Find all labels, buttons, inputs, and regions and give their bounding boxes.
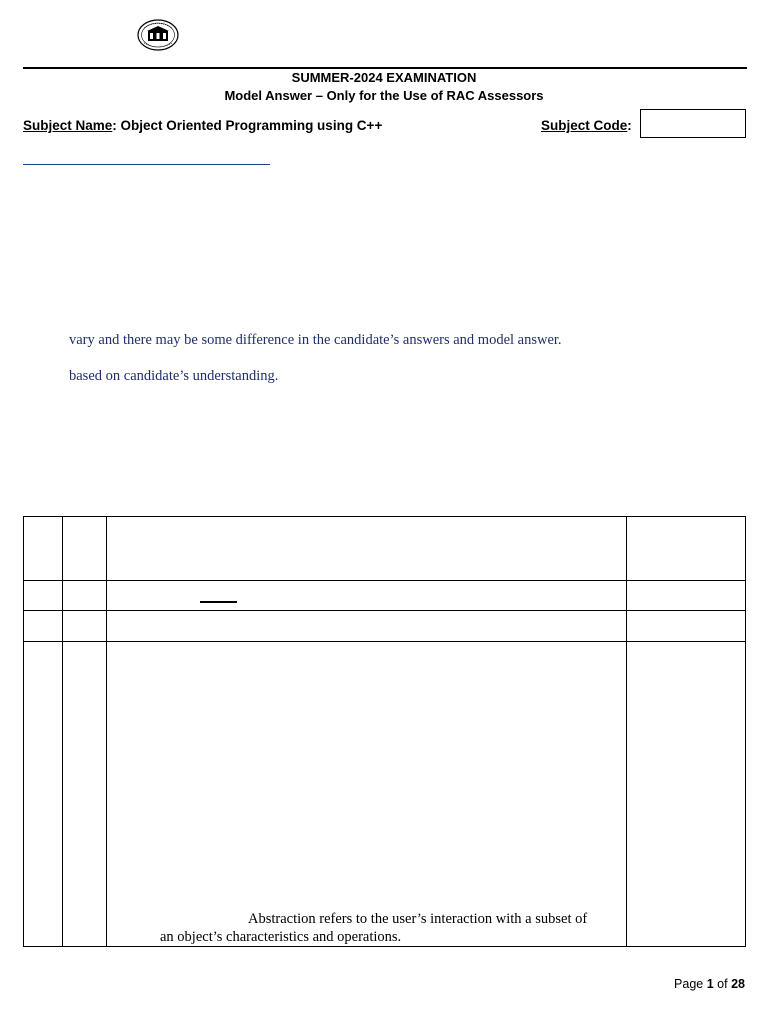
table-row-divider	[24, 641, 745, 642]
instruction-note-2: based on candidate’s understanding.	[69, 368, 279, 384]
subject-name-value: : Object Oriented Programming using C++	[112, 118, 383, 133]
instruction-note-1: vary and there may be some difference in the candidate’s answers and model answer.	[69, 332, 562, 348]
page-total: 28	[731, 977, 745, 991]
subject-code-colon: :	[627, 118, 632, 133]
blue-divider	[23, 164, 270, 165]
subject-name-label: Subject Name	[23, 118, 113, 133]
page-current: 1	[706, 977, 714, 991]
answer-text-line-1: Abstraction refers to the user’s interaction with a subset of	[248, 911, 588, 927]
subject-code-box	[640, 109, 746, 138]
table-column-divider	[106, 517, 107, 946]
blank-underline	[200, 601, 237, 603]
institution-seal-logo	[136, 18, 180, 52]
table-row-divider	[24, 580, 745, 581]
subject-code-label: Subject Code	[541, 118, 628, 133]
answer-table	[23, 516, 746, 947]
subject-name-line	[23, 118, 382, 133]
exam-title: SUMMER-2024 EXAMINATION	[291, 70, 477, 85]
table-column-divider	[626, 517, 627, 946]
table-row-divider	[24, 610, 745, 611]
of-word: of	[717, 977, 728, 991]
exam-subtitle: Model Answer – Only for the Use of RAC Assessors	[224, 88, 544, 103]
header-divider	[23, 67, 747, 69]
page-word: Page	[674, 977, 704, 991]
answer-text-line-2: an object’s characteristics and operations.	[160, 929, 402, 945]
page-number	[674, 977, 745, 991]
table-column-divider	[62, 517, 63, 946]
subject-code-line	[541, 118, 632, 133]
